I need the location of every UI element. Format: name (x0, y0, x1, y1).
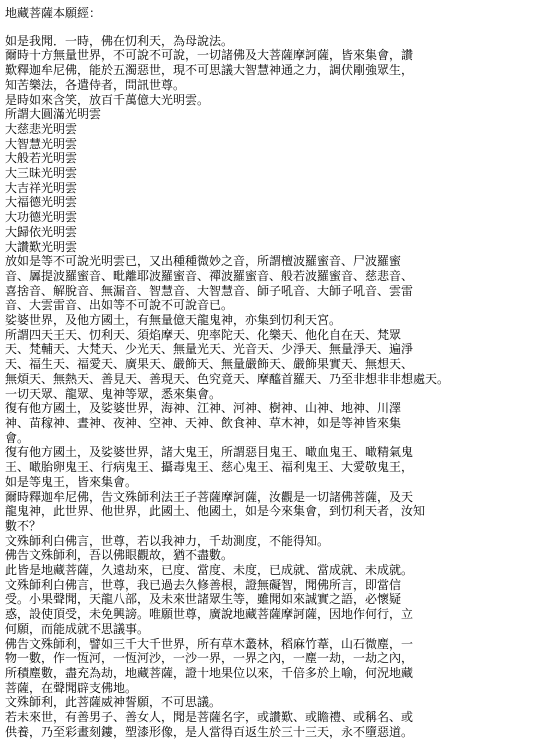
text-line: 大三昧光明雲 (5, 166, 78, 181)
text-line: 大慈悲光明雲 (5, 121, 78, 136)
text-line: 大福德光明雲 (5, 195, 78, 210)
text-line: 如是我聞．一時，佛在忉利天，為母說法。 (5, 33, 234, 48)
text-line: 爾時釋迦牟尼佛，告文殊師利法王子菩薩摩訶薩，汝觀是一切諸佛菩薩，及天 (5, 489, 414, 504)
text-line: 大功德光明雲 (5, 210, 78, 225)
text-line: 復有他方國土，及娑婆世界，海神、江神、河神、樹神、山神、地神、川澤 (5, 401, 402, 416)
text-line: 是時如來含笑，放百千萬億大光明雲。 (5, 92, 210, 107)
text-line: 無煩天、無熱天、善見天、善現天、色究竟天、摩醯首羅天、乃至非想非非想處天。 (5, 371, 450, 386)
text-line: 數不？ (5, 518, 42, 533)
text-line: 此皆是地藏菩薩，久遠劫來，已度、當度、未度，已成就、當成就、未成就。 (5, 563, 414, 578)
text-line: 受。小果聲聞，天龍八部，及未來世諸眾生等，雖聞如來誠實之語，必懷疑 (5, 592, 402, 607)
text-line: 文殊師利白佛言，世尊，若以我神力，千劫測度，不能得知。 (5, 533, 330, 548)
text-line: 如是等鬼王，皆來集會。 (5, 474, 138, 489)
text-line: 佛告文殊師利，吾以佛眼觀故，猶不盡數。 (5, 548, 234, 563)
text-line: 何願，而能成就不思議事。 (5, 621, 150, 636)
text-line: 會。 (5, 430, 30, 445)
text-line: 大讚歎光明雲 (5, 239, 78, 254)
text-line: 若未來世，有善男子、善女人，聞是菩薩名字，或讚歎、或瞻禮、或稱名、或 (5, 710, 414, 725)
text-line: 爾時十方無量世界，不可說不可說，一切諸佛及大菩薩摩訶薩，皆來集會，讚 (5, 48, 414, 63)
text-line: 喜捨音、解脫音、無漏音、智慧音、大智慧音、師子吼音、大師子吼音、雲雷 (5, 283, 414, 298)
sutra-page (5, 6, 539, 739)
text-line: 文殊師利，此菩薩威神誓願，不可思議。 (5, 695, 222, 710)
text-line: 文殊師利白佛言，世尊，我已過去久修善根，證無礙智，聞佛所言，即當信 (5, 577, 402, 592)
text-line: 放如是等不可說光明雲已，又出種種微妙之音，所謂檀波羅蜜音、尸波羅蜜 (5, 254, 402, 269)
text-line: 天、梵輔天、大梵天、少光天、無量光天、光音天、少淨天、無量淨天、遍淨 (5, 342, 414, 357)
text-line: 復有他方國土，及娑婆世界，諸大鬼王，所謂惡目鬼王、噉血鬼王、噉精氣鬼 (5, 445, 414, 460)
text-line: 龍鬼神，此世界、他世界，此國土、他國土，如是今來集會，到忉利天者，汝知 (5, 504, 426, 519)
text-line: 天、福生天、福愛天、廣果天、嚴飾天、無量嚴飾天、嚴飾果實天、無想天、 (5, 357, 414, 372)
sutra-body (5, 34, 539, 739)
text-line: 供養，乃至彩畫刻鏤，塑漆形像，是人當得百返生於三十三天，永不墮惡道。 (5, 724, 414, 739)
text-line: 大般若光明雲 (5, 151, 78, 166)
text-line: 一切天眾、龍眾、鬼神等眾，悉來集會。 (5, 386, 222, 401)
text-line: 所謂大圓滿光明雲 (5, 107, 102, 122)
text-line: 大歸依光明雲 (5, 224, 78, 239)
text-line: 知苦樂法，各遣侍者，問訊世尊。 (5, 77, 186, 92)
text-line: 音、大雲雷音、出如等不可說不可說音已。 (5, 298, 234, 313)
text-line: 大吉祥光明雲 (5, 180, 78, 195)
text-line: 所積塵數，盡充為劫，地藏菩薩，證十地果位以來，千倍多於上喻，何況地藏 (5, 665, 414, 680)
text-line: 音、羼提波羅蜜音、毗離耶波羅蜜音、禪波羅蜜音、般若波羅蜜音、慈悲音、 (5, 268, 414, 283)
text-line: 所謂四天王天、忉利天、須焰摩天、兜率陀天、化樂天、他化自在天、梵眾 (5, 327, 402, 342)
text-line: 佛告文殊師利，譬如三千大千世界，所有草木叢林，稻麻竹葦，山石微塵，一 (5, 636, 414, 651)
text-line: 菩薩，在聲聞辟支佛地。 (5, 680, 138, 695)
text-line: 王、噉胎卵鬼王、行病鬼王、攝毒鬼王、慈心鬼王、福利鬼王、大愛敬鬼王， (5, 460, 414, 475)
document-title: 地藏菩薩本願經： (5, 6, 102, 20)
text-line: 娑婆世界，及他方國土，有無量億天龍鬼神，亦集到忉利天宮。 (5, 313, 342, 328)
text-line: 歎釋迦牟尼佛，能於五濁惡世，現不可思議大智慧神通之力，調伏剛強眾生， (5, 63, 414, 78)
text-line: 大智慧光明雲 (5, 136, 78, 151)
text-line: 神、苗稼神、晝神、夜神、空神、天神、飲食神、草木神，如是等神皆來集 (5, 415, 402, 430)
text-line: 物一數，作一恆河，一恆河沙，一沙一界，一界之內，一塵一劫，一劫之內， (5, 651, 414, 666)
text-line: 惑，設使頂受，未免興謗。唯願世尊，廣說地藏菩薩摩訶薩，因地作何行，立 (5, 607, 414, 622)
